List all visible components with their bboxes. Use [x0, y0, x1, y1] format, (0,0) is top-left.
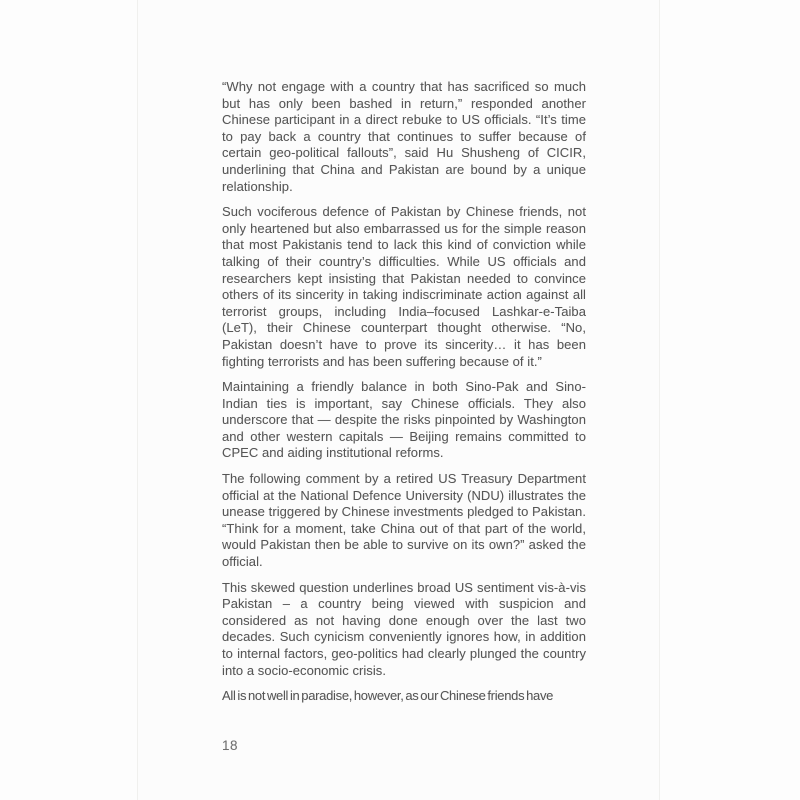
page-number: 18 [222, 738, 239, 753]
paragraph-3: Maintaining a friendly balance in both Sino-Pak and Sino-Indian ties is important, say Chinese officials. They also underscore that — despite the risks pinpointed by Washington and other western capitals — Beijing remains committed to CPEC and aiding institutional reforms. [222, 379, 586, 461]
paragraph-6: All is not well in paradise, however, as our Chinese friends have [222, 688, 554, 704]
paragraph-5: This skewed question underlines broad US sentiment vis-à-vis Pakistan – a country being viewed with suspicion and considered as not having done enough over the last two decades. Such cynicism conveniently ignores how, in addition to internal factors, geo-politics had clearly plunged the country into a socio-economic crisis. [222, 579, 586, 678]
paragraph-4: The following comment by a retired US Treasury Department official at the National Defence University (NDU) illustrates the unease triggered by Chinese investments pledged to Pakistan. “Think for a moment, take China out of that part of the world, would Pakistan then be able to survive on its own?” asked the official. [222, 471, 586, 570]
paragraph-1: “Why not engage with a country that has sacrificed so much but has only been bashed in return,” responded another Chinese participant in a direct rebuke to US officials. “It’s time to pay back a country that continues to suffer because of certain geo-political fallouts”, said Hu Shusheng of CICIR, underlining that China and Pakistan are bound by a unique relationship. [222, 79, 586, 194]
page-text-block [222, 79, 586, 714]
scanned-book-page [137, 0, 660, 800]
paragraph-2: Such vociferous defence of Pakistan by Chinese friends, not only heartened but also embarrassed us for the simple reason that most Pakistanis tend to lack this kind of conviction while talking of their country’s difficulties. While US officials and researchers kept insisting that Pakistan needed to convince others of its sincerity in taking indiscriminate action against all terrorist groups, including India–focused Lashkar-e-Taiba (LeT), their Chinese counterpart thought otherwise. “No, Pakistan doesn’t have to prove its sincerity… it has been fighting terrorists and has been suffering because of it.” [222, 204, 586, 369]
